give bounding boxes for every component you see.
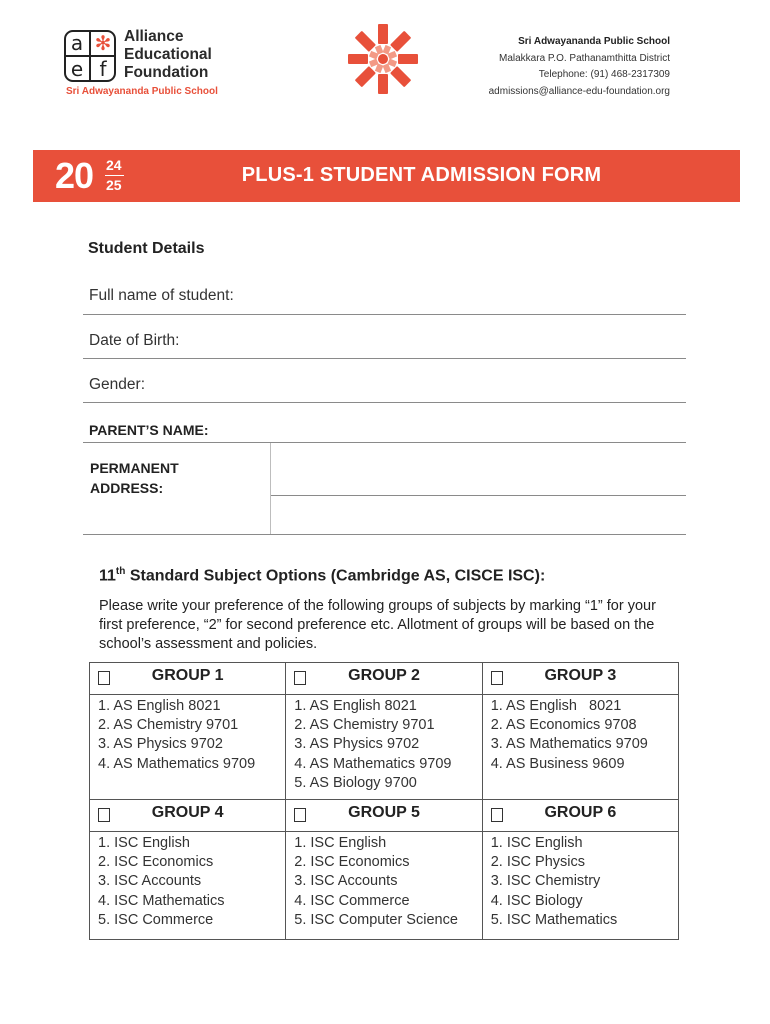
subject-item: 5. ISC Computer Science	[294, 911, 458, 928]
subject-item: 4. AS Business 9609	[490, 755, 625, 772]
logo-letter-e: e	[70, 57, 84, 81]
year-main: 20	[55, 155, 94, 196]
subject-item: 3. AS Physics 9702	[98, 736, 223, 753]
subject-item: 2. AS Economics 9708	[490, 717, 637, 734]
subject-item: 5. ISC Mathematics	[490, 911, 618, 928]
subject-item: 1. AS English 8021	[98, 698, 221, 714]
heading-number: 11	[99, 567, 116, 585]
group-header	[286, 800, 481, 831]
logo-school-name: Sri Adwayananda Public School	[66, 86, 218, 97]
group-4-label: GROUP 4	[151, 804, 224, 821]
foundation-name-line-2: Educational	[124, 46, 212, 63]
logo-asterisk-icon: ✻	[94, 31, 112, 55]
contact-address: Malakkara P.O. Pathanamthitta District	[499, 52, 670, 64]
year-top: 24	[106, 157, 122, 173]
form-title-banner	[33, 150, 740, 202]
subject-item: 1. ISC English	[490, 835, 583, 851]
parent-name-label: PARENT’S NAME:	[89, 422, 209, 438]
subject-item: 3. AS Physics 9702	[294, 736, 420, 753]
group-2-label: GROUP 2	[348, 667, 420, 684]
dob-field[interactable]	[83, 324, 686, 359]
foundation-name-line-3: Foundation	[124, 64, 209, 81]
heading-text: Standard Subject Options (Cambridge AS, CISCE ISC):	[125, 567, 546, 585]
contact-email: admissions@alliance-edu-foundation.org	[488, 85, 670, 97]
parent-name-field[interactable]	[83, 412, 686, 443]
group-1-label: GROUP 1	[151, 667, 224, 684]
subject-item: 2. AS Chemistry 9701	[98, 717, 239, 734]
contact-school-name: Sri Adwayananda Public School	[518, 36, 670, 47]
school-contact-block	[489, 34, 670, 100]
subject-item: 1. ISC English	[294, 835, 387, 851]
group-3-subjects	[483, 695, 678, 778]
contact-telephone: Telephone: (91) 468-2317309	[538, 69, 670, 80]
foundation-name-line-1: Alliance	[124, 28, 184, 45]
group-3-label: GROUP 3	[544, 667, 617, 684]
gender-label: Gender:	[89, 376, 146, 393]
subject-item: 3. ISC Accounts	[294, 873, 398, 890]
foundation-name	[124, 28, 212, 82]
subject-options-instructions: Please write your preference of the following groups of subjects by marking “1” for your first preference, “2” for second preference etc. Allotment of groups will be based on the school’s assessment and policies.	[99, 598, 656, 652]
foundation-logo-mark	[64, 30, 116, 82]
subject-item: 4. ISC Biology	[490, 892, 583, 909]
group-2-subjects	[286, 695, 481, 797]
group-5-subjects	[286, 832, 481, 934]
logo-letter-f: f	[99, 57, 107, 81]
student-details-heading: Student Details	[88, 240, 205, 257]
subject-item: 2. ISC Economics	[98, 854, 214, 871]
subject-item: 2. ISC Economics	[294, 854, 410, 871]
subject-item: 2. ISC Physics	[490, 854, 585, 871]
subject-item: 2. AS Chemistry 9701	[294, 717, 435, 734]
permanent-address-field[interactable]	[83, 443, 686, 535]
subject-options-heading	[99, 566, 545, 585]
full-name-label: Full name of student:	[89, 287, 234, 304]
sunburst-emblem-icon	[346, 22, 420, 96]
subject-item: 5. AS Biology 9700	[294, 774, 417, 791]
subject-item: 4. ISC Commerce	[294, 892, 410, 909]
address-line-divider	[271, 495, 686, 496]
group-header	[286, 663, 481, 694]
permanent-address-label: PERMANENT ADDRESS:	[90, 460, 179, 496]
subject-item: 1. ISC English	[98, 835, 190, 851]
group-header	[90, 663, 285, 694]
gender-field[interactable]	[83, 368, 686, 403]
group-header	[483, 800, 678, 831]
subject-item: 4. AS Mathematics 9709	[294, 755, 452, 772]
subject-item: 1. AS English 8021	[490, 698, 622, 714]
subject-item: 4. ISC Mathematics	[98, 892, 225, 909]
group-4-subjects	[90, 832, 285, 934]
heading-ordinal: th	[115, 566, 126, 577]
group-6-label: GROUP 6	[544, 804, 617, 821]
form-title: PLUS-1 STUDENT ADMISSION FORM	[241, 164, 602, 186]
group-header	[483, 663, 678, 694]
logo-letter-a: a	[70, 31, 84, 55]
subject-item: 3. AS Mathematics 9709	[490, 736, 648, 753]
group-5-label: GROUP 5	[348, 804, 420, 821]
subject-item: 3. ISC Accounts	[98, 873, 202, 890]
group-header	[90, 800, 285, 831]
group-1-subjects	[90, 695, 285, 778]
subject-item: 3. ISC Chemistry	[490, 873, 601, 890]
subject-item: 4. AS Mathematics 9709	[98, 755, 256, 772]
subject-item: 1. AS English 8021	[294, 698, 417, 714]
group-6-subjects	[483, 832, 678, 934]
full-name-field[interactable]	[83, 280, 686, 315]
subject-groups-table	[89, 662, 679, 940]
address-divider	[270, 443, 271, 534]
year-bottom: 25	[106, 177, 122, 193]
subject-item: 5. ISC Commerce	[98, 911, 214, 928]
dob-label: Date of Birth:	[89, 332, 180, 349]
